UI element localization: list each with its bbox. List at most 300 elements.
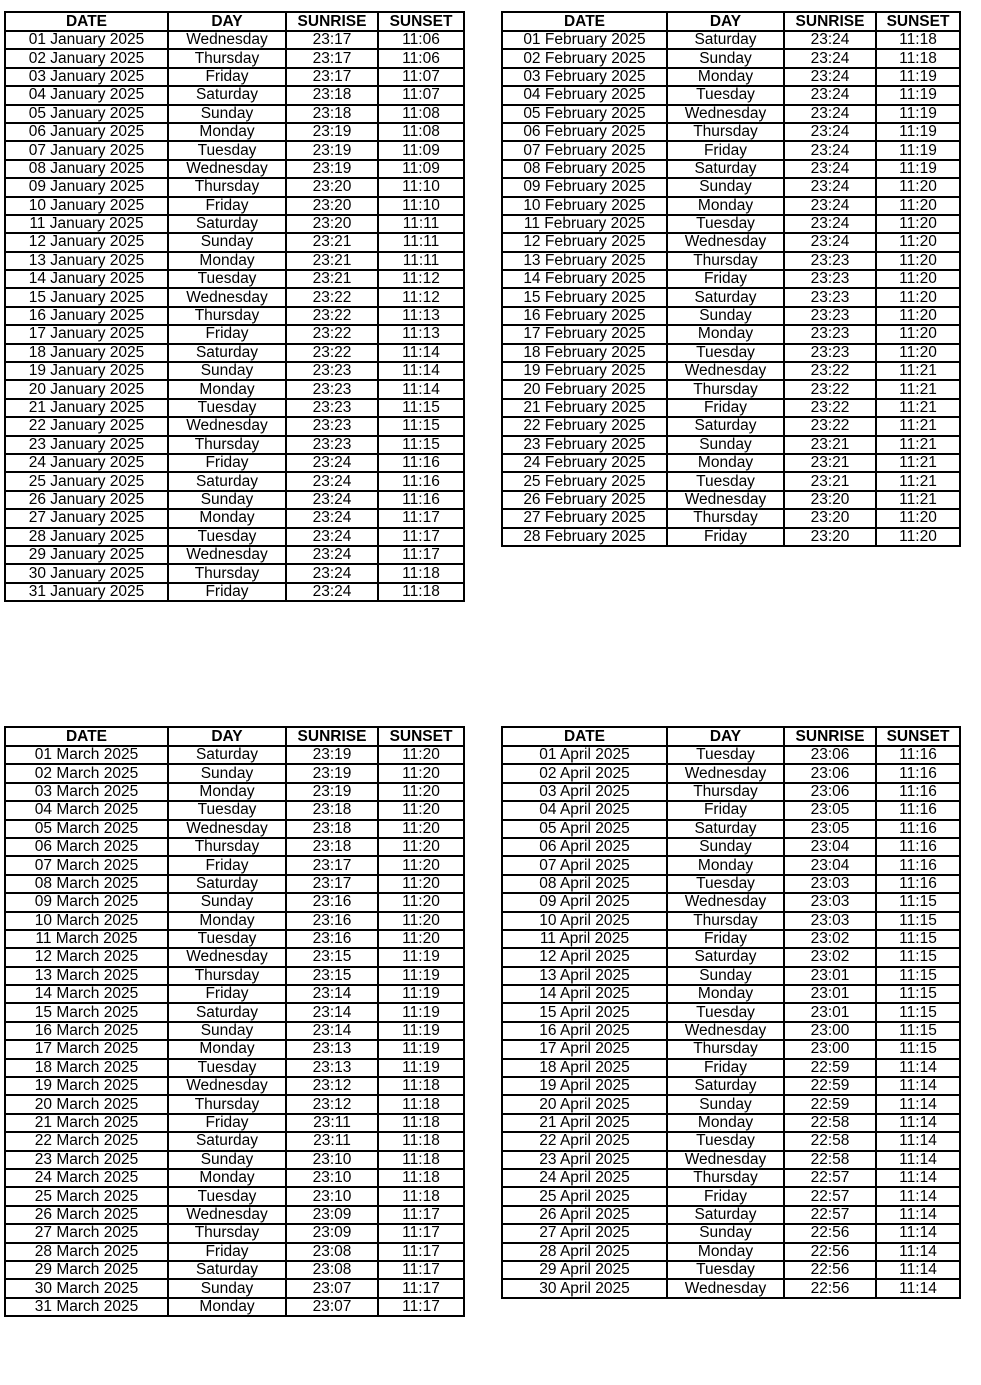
date-cell: 07 February 2025: [502, 141, 667, 159]
sunset-cell: 11:17: [378, 1261, 464, 1279]
sunrise-cell: 23:05: [784, 820, 876, 838]
table-row: [5, 344, 464, 362]
day-cell: Tuesday: [168, 801, 286, 819]
sunset-cell: 11:10: [378, 197, 464, 215]
sunset-cell: 11:08: [378, 105, 464, 123]
date-cell: 01 March 2025: [5, 746, 168, 764]
date-cell: 17 January 2025: [5, 325, 168, 343]
sunset-cell: 11:15: [378, 399, 464, 417]
sunset-cell: 11:16: [876, 838, 960, 856]
table-row: [5, 1279, 464, 1297]
table-row: [5, 930, 464, 948]
date-cell: 31 March 2025: [5, 1298, 168, 1316]
date-cell: 25 March 2025: [5, 1187, 168, 1205]
sunset-cell: 11:16: [876, 746, 960, 764]
day-cell: Sunday: [667, 49, 784, 67]
day-cell: Monday: [667, 1114, 784, 1132]
date-cell: 16 January 2025: [5, 307, 168, 325]
sunrise-cell: 23:23: [286, 362, 378, 380]
sunset-cell: 11:20: [876, 344, 960, 362]
sunset-cell: 11:13: [378, 325, 464, 343]
day-cell: Monday: [667, 68, 784, 86]
day-cell: Saturday: [667, 160, 784, 178]
date-cell: 20 March 2025: [5, 1095, 168, 1113]
sunset-cell: 11:20: [378, 801, 464, 819]
day-cell: Wednesday: [168, 1077, 286, 1095]
day-cell: Wednesday: [667, 362, 784, 380]
sunrise-cell: 23:23: [784, 344, 876, 362]
day-cell: Sunday: [667, 838, 784, 856]
table-row: [5, 1224, 464, 1242]
table-row: [5, 307, 464, 325]
table-row: [5, 123, 464, 141]
sunrise-cell: 23:08: [286, 1243, 378, 1261]
table-row: [502, 472, 960, 490]
sunset-cell: 11:14: [378, 362, 464, 380]
sunrise-cell: 23:20: [784, 528, 876, 546]
date-cell: 29 April 2025: [502, 1261, 667, 1279]
sunrise-cell: 23:24: [286, 454, 378, 472]
table-row: [502, 491, 960, 509]
sunrise-cell: 23:20: [286, 197, 378, 215]
sunrise-cell: 23:24: [286, 472, 378, 490]
day-cell: Friday: [667, 1059, 784, 1077]
day-cell: Sunday: [168, 362, 286, 380]
table-row: [502, 509, 960, 527]
table-row: [5, 1040, 464, 1058]
day-cell: Saturday: [667, 820, 784, 838]
day-cell: Tuesday: [667, 86, 784, 104]
table-row: [5, 875, 464, 893]
table-row: [5, 1151, 464, 1169]
table-row: [502, 1132, 960, 1150]
date-cell: 15 April 2025: [502, 1003, 667, 1021]
sunrise-cell: 23:17: [286, 875, 378, 893]
day-cell: Monday: [667, 985, 784, 1003]
date-cell: 10 January 2025: [5, 197, 168, 215]
day-cell: Monday: [667, 197, 784, 215]
day-cell: Thursday: [667, 123, 784, 141]
day-cell: Sunday: [667, 967, 784, 985]
sunset-cell: 11:17: [378, 1298, 464, 1316]
table-row: [5, 491, 464, 509]
sunrise-cell: 22:59: [784, 1059, 876, 1077]
table-row: [502, 288, 960, 306]
sunrise-cell: 23:24: [286, 564, 378, 582]
date-cell: 13 April 2025: [502, 967, 667, 985]
sunset-cell: 11:16: [378, 472, 464, 490]
table-row: [5, 820, 464, 838]
day-cell: Friday: [168, 583, 286, 601]
date-cell: 02 April 2025: [502, 764, 667, 782]
sunrise-cell: 23:20: [784, 491, 876, 509]
date-cell: 03 January 2025: [5, 68, 168, 86]
table-row: [5, 1059, 464, 1077]
table-row: [502, 820, 960, 838]
day-cell: Tuesday: [667, 344, 784, 362]
date-cell: 27 January 2025: [5, 509, 168, 527]
sunrise-cell: 23:23: [286, 436, 378, 454]
day-cell: Tuesday: [168, 1187, 286, 1205]
date-cell: 21 April 2025: [502, 1114, 667, 1132]
sunset-cell: 11:12: [378, 288, 464, 306]
sunset-cell: 11:21: [876, 491, 960, 509]
day-cell: Friday: [667, 1187, 784, 1205]
day-cell: Thursday: [168, 1095, 286, 1113]
day-cell: Monday: [667, 1243, 784, 1261]
date-cell: 02 March 2025: [5, 764, 168, 782]
date-header: DATE: [502, 12, 667, 31]
day-cell: Tuesday: [667, 1261, 784, 1279]
sunrise-cell: 22:58: [784, 1132, 876, 1150]
table-row: [502, 252, 960, 270]
table-row: [502, 31, 960, 49]
table-row: [502, 270, 960, 288]
sunrise-cell: 23:22: [784, 380, 876, 398]
day-cell: Tuesday: [667, 472, 784, 490]
sunset-cell: 11:15: [378, 417, 464, 435]
table-row: [5, 985, 464, 1003]
sunrise-cell: 23:20: [286, 178, 378, 196]
table-row: [502, 197, 960, 215]
sunrise-cell: 23:22: [784, 399, 876, 417]
date-cell: 16 March 2025: [5, 1022, 168, 1040]
date-cell: 07 January 2025: [5, 141, 168, 159]
day-cell: Thursday: [168, 436, 286, 454]
table-row: [5, 1261, 464, 1279]
date-cell: 03 February 2025: [502, 68, 667, 86]
table-row: [5, 1187, 464, 1205]
table-row: [502, 764, 960, 782]
date-cell: 09 April 2025: [502, 893, 667, 911]
table-row: [502, 1224, 960, 1242]
table-row: [5, 1132, 464, 1150]
day-cell: Tuesday: [667, 746, 784, 764]
sunrise-cell: 23:05: [784, 801, 876, 819]
sunset-cell: 11:13: [378, 307, 464, 325]
day-cell: Monday: [168, 380, 286, 398]
sunset-cell: 11:08: [378, 123, 464, 141]
sunrise-cell: 23:13: [286, 1059, 378, 1077]
date-cell: 01 February 2025: [502, 31, 667, 49]
day-cell: Thursday: [667, 380, 784, 398]
date-cell: 23 January 2025: [5, 436, 168, 454]
sunrise-cell: 23:18: [286, 801, 378, 819]
table-row: [5, 362, 464, 380]
date-cell: 23 March 2025: [5, 1151, 168, 1169]
day-cell: Wednesday: [168, 1206, 286, 1224]
date-cell: 08 April 2025: [502, 875, 667, 893]
sunset-cell: 11:14: [378, 380, 464, 398]
day-cell: Friday: [667, 270, 784, 288]
day-cell: Sunday: [168, 105, 286, 123]
date-header: DATE: [502, 727, 667, 746]
sunrise-cell: 23:02: [784, 930, 876, 948]
table-row: [502, 215, 960, 233]
date-cell: 22 April 2025: [502, 1132, 667, 1150]
sunset-cell: 11:20: [378, 912, 464, 930]
sunrise-cell: 23:24: [784, 123, 876, 141]
date-cell: 22 January 2025: [5, 417, 168, 435]
sunrise-cell: 23:10: [286, 1169, 378, 1187]
day-cell: Wednesday: [168, 31, 286, 49]
table-row: [5, 68, 464, 86]
day-cell: Friday: [168, 1243, 286, 1261]
table-row: [502, 1187, 960, 1205]
day-cell: Sunday: [667, 1224, 784, 1242]
sunrise-cell: 22:59: [784, 1095, 876, 1113]
date-cell: 25 April 2025: [502, 1187, 667, 1205]
table-row: [502, 1151, 960, 1169]
date-cell: 06 February 2025: [502, 123, 667, 141]
day-cell: Thursday: [667, 783, 784, 801]
april-table: [501, 726, 961, 1299]
sunrise-cell: 23:06: [784, 783, 876, 801]
sunset-cell: 11:07: [378, 86, 464, 104]
sunrise-cell: 23:24: [784, 160, 876, 178]
table-row: [502, 746, 960, 764]
date-cell: 19 January 2025: [5, 362, 168, 380]
sunrise-cell: 23:19: [286, 746, 378, 764]
table-row: [5, 948, 464, 966]
sunrise-cell: 23:14: [286, 1003, 378, 1021]
sunset-cell: 11:11: [378, 215, 464, 233]
sunset-cell: 11:20: [876, 215, 960, 233]
sunrise-cell: 23:16: [286, 930, 378, 948]
day-cell: Saturday: [168, 86, 286, 104]
sunrise-cell: 23:01: [784, 1003, 876, 1021]
sunset-cell: 11:20: [378, 875, 464, 893]
day-cell: Wednesday: [168, 820, 286, 838]
sunset-cell: 11:14: [876, 1224, 960, 1242]
date-cell: 12 April 2025: [502, 948, 667, 966]
sunrise-cell: 23:09: [286, 1206, 378, 1224]
date-cell: 15 January 2025: [5, 288, 168, 306]
sunset-cell: 11:14: [876, 1206, 960, 1224]
day-cell: Sunday: [168, 233, 286, 251]
date-cell: 09 January 2025: [5, 178, 168, 196]
date-cell: 11 February 2025: [502, 215, 667, 233]
sunrise-cell: 23:24: [286, 528, 378, 546]
sunset-cell: 11:21: [876, 399, 960, 417]
sunset-cell: 11:20: [876, 307, 960, 325]
table-row: [502, 1022, 960, 1040]
sunrise-cell: 23:15: [286, 948, 378, 966]
table-row: [5, 1003, 464, 1021]
sunset-cell: 11:14: [876, 1151, 960, 1169]
sunset-cell: 11:18: [876, 31, 960, 49]
sunset-cell: 11:19: [876, 86, 960, 104]
sunset-cell: 11:15: [876, 930, 960, 948]
sunrise-cell: 23:23: [286, 380, 378, 398]
date-cell: 28 February 2025: [502, 528, 667, 546]
day-cell: Wednesday: [667, 893, 784, 911]
sunrise-cell: 23:19: [286, 783, 378, 801]
table-row: [5, 31, 464, 49]
day-cell: Wednesday: [667, 491, 784, 509]
table-row: [502, 912, 960, 930]
day-cell: Tuesday: [667, 875, 784, 893]
day-cell: Tuesday: [667, 1132, 784, 1150]
sunset-cell: 11:16: [876, 764, 960, 782]
table-row: [502, 233, 960, 251]
sunset-cell: 11:17: [378, 1224, 464, 1242]
sunrise-cell: 22:56: [784, 1224, 876, 1242]
table-row: [502, 783, 960, 801]
sunset-cell: 11:16: [876, 856, 960, 874]
sunset-cell: 11:07: [378, 68, 464, 86]
sunset-cell: 11:09: [378, 141, 464, 159]
sunrise-cell: 23:24: [784, 141, 876, 159]
sunset-cell: 11:09: [378, 160, 464, 178]
date-cell: 05 January 2025: [5, 105, 168, 123]
date-cell: 28 April 2025: [502, 1243, 667, 1261]
sunrise-cell: 23:22: [286, 344, 378, 362]
sunset-cell: 11:15: [378, 436, 464, 454]
sunrise-cell: 23:00: [784, 1022, 876, 1040]
sunset-cell: 11:20: [876, 178, 960, 196]
date-cell: 10 February 2025: [502, 197, 667, 215]
sunrise-cell: 23:24: [784, 197, 876, 215]
date-cell: 16 April 2025: [502, 1022, 667, 1040]
table-row: [502, 875, 960, 893]
sunrise-cell: 22:57: [784, 1169, 876, 1187]
day-cell: Thursday: [667, 1169, 784, 1187]
table-row: [502, 1206, 960, 1224]
sunset-cell: 11:14: [876, 1187, 960, 1205]
sunset-cell: 11:19: [378, 1059, 464, 1077]
day-cell: Wednesday: [667, 1151, 784, 1169]
sunrise-cell: 23:24: [784, 105, 876, 123]
sunset-cell: 11:21: [876, 454, 960, 472]
date-cell: 27 April 2025: [502, 1224, 667, 1242]
table-row: [5, 436, 464, 454]
sunrise-cell: 23:18: [286, 820, 378, 838]
day-cell: Wednesday: [168, 417, 286, 435]
date-cell: 19 February 2025: [502, 362, 667, 380]
sunrise-cell: 23:01: [784, 985, 876, 1003]
table-row: [502, 68, 960, 86]
day-cell: Sunday: [168, 893, 286, 911]
sunset-cell: 11:20: [378, 820, 464, 838]
date-cell: 13 February 2025: [502, 252, 667, 270]
date-cell: 29 January 2025: [5, 546, 168, 564]
sunset-cell: 11:12: [378, 270, 464, 288]
sunset-cell: 11:18: [378, 1114, 464, 1132]
sunset-cell: 11:18: [378, 1077, 464, 1095]
sunrise-cell: 23:22: [286, 288, 378, 306]
table-row: [502, 967, 960, 985]
table-row: [502, 838, 960, 856]
table-row: [502, 1059, 960, 1077]
sunrise-cell: 23:17: [286, 31, 378, 49]
sunset-cell: 11:20: [378, 746, 464, 764]
sunset-cell: 11:11: [378, 252, 464, 270]
date-cell: 15 February 2025: [502, 288, 667, 306]
sunset-cell: 11:21: [876, 436, 960, 454]
sunset-cell: 11:18: [378, 1132, 464, 1150]
day-cell: Sunday: [667, 178, 784, 196]
date-cell: 14 February 2025: [502, 270, 667, 288]
table-row: [502, 948, 960, 966]
sunrise-cell: 23:14: [286, 1022, 378, 1040]
sunrise-header: SUNRISE: [286, 12, 378, 31]
sunrise-cell: 23:23: [286, 399, 378, 417]
table-row: [5, 1022, 464, 1040]
sunset-cell: 11:19: [378, 1022, 464, 1040]
sunrise-cell: 23:15: [286, 967, 378, 985]
sunset-cell: 11:11: [378, 233, 464, 251]
day-cell: Tuesday: [168, 141, 286, 159]
table-row: [5, 49, 464, 67]
sunrise-cell: 23:06: [784, 746, 876, 764]
date-cell: 13 January 2025: [5, 252, 168, 270]
date-cell: 24 April 2025: [502, 1169, 667, 1187]
table-row: [5, 783, 464, 801]
sunrise-cell: 23:24: [784, 49, 876, 67]
day-cell: Friday: [667, 801, 784, 819]
sunrise-cell: 23:19: [286, 141, 378, 159]
date-cell: 02 February 2025: [502, 49, 667, 67]
day-cell: Tuesday: [168, 528, 286, 546]
sunrise-cell: 23:16: [286, 893, 378, 911]
day-header: DAY: [667, 12, 784, 31]
sunrise-cell: 23:03: [784, 875, 876, 893]
sunrise-cell: 23:24: [784, 31, 876, 49]
date-cell: 01 April 2025: [502, 746, 667, 764]
day-cell: Tuesday: [168, 1059, 286, 1077]
sunrise-cell: 23:19: [286, 764, 378, 782]
sunset-cell: 11:20: [378, 930, 464, 948]
sunset-header: SUNSET: [378, 12, 464, 31]
day-cell: Saturday: [667, 417, 784, 435]
date-cell: 26 January 2025: [5, 491, 168, 509]
table-row: [502, 325, 960, 343]
sunset-cell: 11:19: [876, 141, 960, 159]
sunset-cell: 11:18: [378, 1169, 464, 1187]
day-cell: Saturday: [168, 1132, 286, 1150]
sunset-cell: 11:18: [876, 49, 960, 67]
sunset-cell: 11:21: [876, 380, 960, 398]
sunrise-cell: 23:00: [784, 1040, 876, 1058]
sunrise-cell: 23:24: [286, 583, 378, 601]
day-cell: Thursday: [168, 178, 286, 196]
day-cell: Saturday: [667, 948, 784, 966]
sunrise-cell: 23:21: [784, 454, 876, 472]
sunset-cell: 11:14: [876, 1059, 960, 1077]
day-cell: Sunday: [667, 307, 784, 325]
sunset-cell: 11:16: [876, 801, 960, 819]
date-cell: 06 January 2025: [5, 123, 168, 141]
day-cell: Friday: [667, 399, 784, 417]
table-row: [502, 380, 960, 398]
sunset-cell: 11:19: [876, 105, 960, 123]
date-cell: 17 April 2025: [502, 1040, 667, 1058]
sunset-cell: 11:14: [876, 1132, 960, 1150]
sunrise-cell: 23:14: [286, 985, 378, 1003]
sunrise-cell: 22:58: [784, 1114, 876, 1132]
sunset-cell: 11:17: [378, 1279, 464, 1297]
date-cell: 04 January 2025: [5, 86, 168, 104]
sunrise-cell: 23:16: [286, 912, 378, 930]
sunrise-cell: 23:21: [784, 436, 876, 454]
sunrise-cell: 23:22: [784, 417, 876, 435]
sunrise-cell: 23:23: [784, 270, 876, 288]
sunset-cell: 11:20: [378, 838, 464, 856]
date-cell: 19 March 2025: [5, 1077, 168, 1095]
table-row: [5, 86, 464, 104]
table-row: [502, 436, 960, 454]
